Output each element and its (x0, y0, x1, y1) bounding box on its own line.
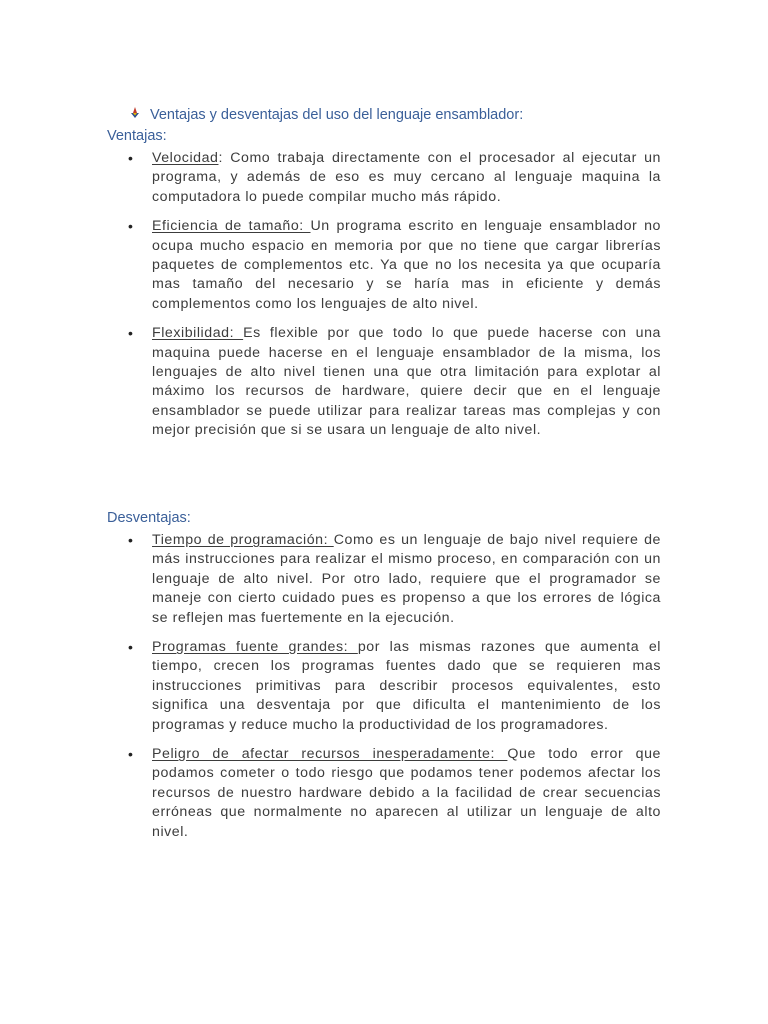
disadvantages-label: Desventajas: (107, 510, 191, 526)
disadvantages-list (128, 531, 661, 852)
list-item (128, 217, 661, 314)
list-item (128, 638, 661, 735)
item-term: Velocidad (152, 150, 219, 166)
item-term: Eficiencia de tamaño: (152, 218, 311, 235)
advantages-list (128, 149, 661, 451)
item-text: Que todo error que podamos cometer o todo riesgo que podamos tener podemos afectar los recursos de nuestro hardware debido a la facilidad de crear secuencias erróneas que normalmente no aparecen al utilizar un lenguaje de alto nivel. (152, 746, 661, 840)
heading-text: Ventajas y desventajas del uso del lenguaje ensamblador: (150, 106, 524, 123)
item-term: Tiempo de programación: (152, 532, 334, 548)
item-text: Es flexible por que todo lo que puede hacerse con una maquina puede hacerse en el lenguaje ensamblador de la misma, los lenguajes de alto nivel tienen una que otra limitación para explotar al máximo los recursos de hardware, quiere decir que en el lenguaje ensamblador se puede utilizar para realizar tareas mas complejas y con mejor precisión que si se usara un lenguaje de alto nivel. (152, 325, 661, 439)
item-text: : Como trabaja directamente con el procesador al ejecutar un programa, y además de eso es muy cercano al lenguaje maquina la computadora lo puede compilar mucho más rápido. (152, 150, 661, 205)
list-item (128, 745, 661, 842)
document-heading (128, 106, 523, 124)
list-item (128, 531, 661, 628)
item-term: Flexibilidad: (152, 325, 244, 342)
item-text: Un programa escrito en lenguaje ensamblador no ocupa mucho espacio en memoria por que no tiene que cargar librerías paquetes de complementos etc. Ya que no los necesita ya que ocuparía mas tamaño del necesario y se haría mas in eficiente y demás complementos como los lenguajes de alto nivel. (152, 218, 661, 312)
item-text: por las mismas razones que aumenta el tiempo, crecen los programas fuentes dado que se requieren mas instrucciones primitivas para describir procesos equivalentes, esto significa una desventaja por que dificulta el mantenimiento de los programas y reduce mucho la productividad de los programadores. (152, 639, 661, 733)
list-item (128, 324, 661, 440)
colored-arrow-bullet-icon (128, 106, 142, 124)
bullet-dot-icon: • (128, 218, 134, 235)
bullet-dot-icon: • (128, 532, 134, 548)
bullet-dot-icon: • (128, 639, 134, 656)
bullet-dot-icon: • (128, 746, 134, 763)
advantages-label: Ventajas: (107, 128, 167, 144)
item-text: Como es un lenguaje de bajo nivel requiere de más instrucciones para realizar el mismo proceso, en comparación con un lenguaje de alto nivel. Por otro lado, requiere que el programador se maneje con cierto cuidado pues es propenso a que los errores de lógica se reflejen mas fuertemente en la ejecución. (152, 532, 661, 626)
item-term: Peligro de afectar recursos inesperadamente: (152, 746, 508, 763)
bullet-dot-icon: • (128, 325, 134, 342)
list-item (128, 149, 661, 207)
bullet-dot-icon: • (128, 150, 134, 166)
item-term: Programas fuente grandes: (152, 639, 358, 656)
